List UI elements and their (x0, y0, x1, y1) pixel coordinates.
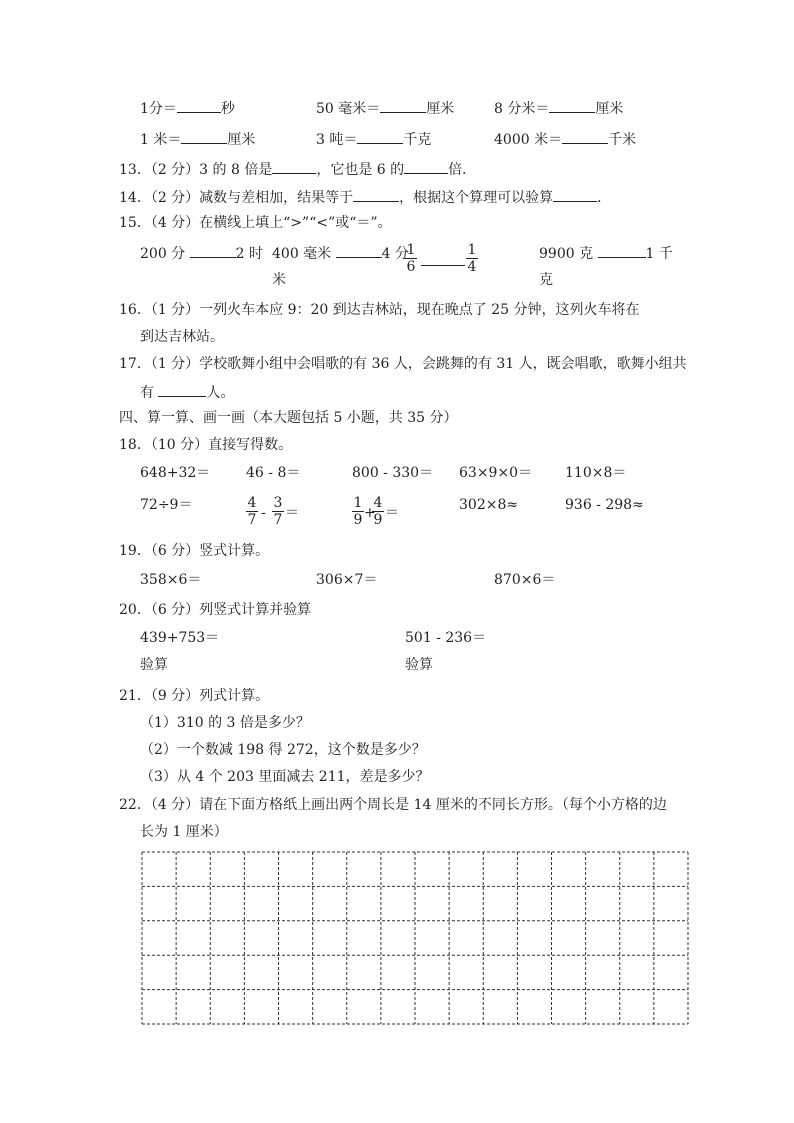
calc-item: 870×6＝ (494, 572, 556, 588)
compare-item-4: 9900 克 1 千 (539, 246, 673, 262)
conv-3: 8 分米＝ 厘米 (494, 101, 624, 117)
answer-blank[interactable] (421, 265, 465, 266)
answer-blank[interactable] (181, 130, 227, 144)
answer-blank[interactable] (553, 188, 597, 202)
conv-1: 1分＝ 秒 (140, 101, 235, 117)
fraction: 4 9 (373, 495, 383, 528)
question-22-line2: 长为 1 厘米） (140, 824, 228, 840)
equals: ＝ (385, 505, 399, 521)
calc-item: 936 - 298≈ (565, 497, 644, 513)
calc-item: 800 - 330＝ (352, 465, 434, 481)
operator: - (261, 505, 266, 521)
fraction: 4 7 (247, 495, 257, 528)
question-16-line2: 到达吉林站。 (140, 329, 224, 345)
question-18-title: 18．（10 分）直接写得数。 (119, 437, 293, 453)
fraction-one-fourth: 1 4 (467, 242, 477, 275)
answer-blank[interactable] (190, 244, 236, 258)
question-20-title: 20．（6 分）列竖式计算并验算 (119, 602, 312, 618)
answer-blank[interactable] (336, 244, 382, 258)
calc-item: 46 - 8＝ (246, 465, 301, 481)
conv-5: 3 吨＝ 千克 (316, 132, 432, 148)
fraction-one-sixth: 1 6 (406, 242, 416, 275)
question-14: 14．（2 分）减数与差相加，结果等于 ，根据这个算理可以验算 ． (119, 190, 612, 206)
sub-question: （3）从 4 个 203 里面减去 211，差是多少？ (140, 769, 430, 785)
operator: + (364, 505, 376, 521)
answer-blank[interactable] (177, 99, 221, 113)
answer-blank[interactable] (357, 130, 403, 144)
calc-item: 110×8＝ (565, 465, 627, 481)
calc-item: 63×9×0＝ (459, 465, 533, 481)
conv-2: 50 毫米＝ 厘米 (316, 101, 455, 117)
fraction: 3 7 (273, 495, 283, 528)
answer-blank[interactable] (353, 188, 399, 202)
sub-question: （2）一个数减 198 得 272，这个数是多少？ (140, 742, 426, 758)
compare-item-2: 400 毫米 4 分 (272, 246, 409, 262)
section-heading: 四、算一算、画一画（本大题包括 5 小题，共 35 分） (119, 410, 458, 426)
calc-item: 648+32＝ (140, 465, 211, 481)
conv-6: 4000 米＝ 千米 (494, 132, 637, 148)
grid-paper[interactable] (141, 851, 689, 1025)
question-17-line1: 17．（1 分）学校歌舞小组中会唱歌的有 36 人，会跳舞的有 31 人，既会唱歌，歌舞小组共 (119, 356, 687, 372)
conv-4: 1 米＝ 厘米 (140, 132, 256, 148)
question-15-title: 15．（4 分）在横线上填上“>”“<”或“＝”。 (119, 215, 392, 231)
question-13: 13．（2 分）3 的 8 倍是 ，它也是 6 的 倍． (119, 162, 477, 178)
answer-blank[interactable] (380, 99, 426, 113)
question-22-line1: 22．（4 分）请在下面方格纸上画出两个周长是 14 厘米的不同长方形。（每个小方格的边 (119, 797, 667, 813)
fraction: 1 9 (353, 495, 363, 528)
question-19-title: 19．（6 分）竖式计算。 (119, 543, 270, 559)
calc-item: 72÷9＝ (140, 497, 193, 513)
check-label: 验算 (405, 657, 433, 673)
answer-blank[interactable] (598, 244, 646, 258)
calc-item: 306×7＝ (316, 572, 378, 588)
compare-item-2-unit: 米 (272, 272, 286, 288)
calc-item: 358×6＝ (140, 572, 202, 588)
answer-blank[interactable] (404, 160, 448, 174)
question-16-line1: 16．（1 分）一列火车本应 9：20 到达吉林站，现在晚点了 25 分钟，这列火车将在 (119, 302, 640, 318)
check-label: 验算 (140, 657, 168, 673)
question-17-line2: 有 人。 (140, 385, 235, 401)
compare-item-1: 200 分 2 时 (140, 246, 263, 262)
calc-item: 501 - 236＝ (405, 630, 487, 646)
answer-blank[interactable] (272, 160, 316, 174)
compare-item-4-unit: 克 (539, 272, 553, 288)
equals: ＝ (285, 505, 299, 521)
answer-blank[interactable] (549, 99, 595, 113)
question-21-title: 21．（9 分）列式计算。 (119, 688, 270, 704)
sub-question: （1）310 的 3 倍是多少？ (140, 715, 310, 731)
answer-blank[interactable] (562, 130, 608, 144)
calc-item: 439+753＝ (140, 630, 220, 646)
answer-blank[interactable] (158, 383, 206, 397)
calc-item: 302×8≈ (459, 497, 519, 513)
